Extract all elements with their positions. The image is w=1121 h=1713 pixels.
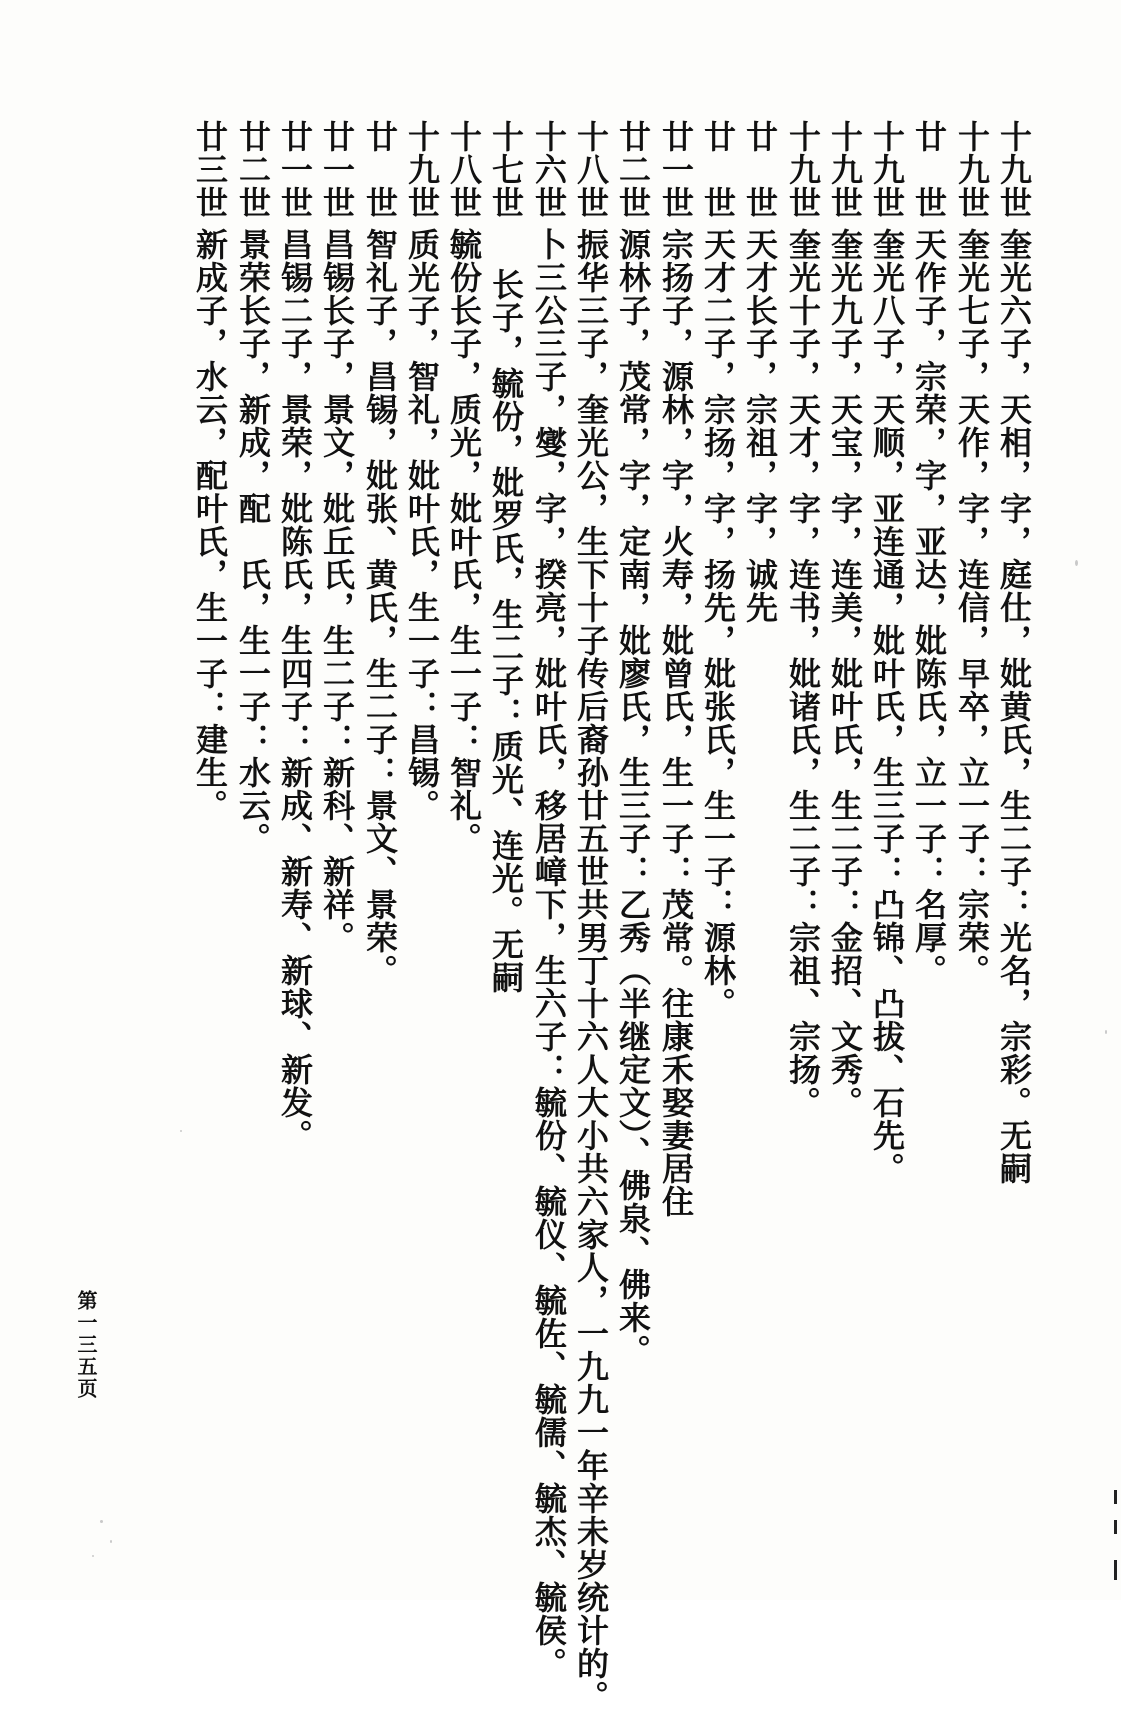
paper-speck (110, 1540, 112, 1543)
generation-label: 廿二世 (614, 120, 652, 219)
genealogy-column (273, 120, 317, 1152)
generation-label: 十九世 (953, 120, 991, 219)
entry-text: 振华三子，奎光公，生下十子传后裔孙廿五世共男丁十六人大小共六家人，一九九一年辛未岁统计的。 (572, 228, 610, 1713)
paper-speck (180, 1130, 182, 1132)
entry-text: 天作子，宗荣，字，亚达，妣陈氏，立一子：名厚。 (910, 228, 948, 987)
entry-text: 新成子，水云，配叶氏，生一子：建生。 (191, 228, 229, 822)
genealogy-column (611, 120, 655, 1367)
genealogy-column (527, 120, 571, 1680)
genealogy-column (738, 120, 782, 624)
entry-text: 昌锡二子，景荣，妣陈氏，生四子：新成、新寿、新球、新发。 (276, 228, 314, 1152)
genealogy-column (231, 120, 275, 855)
genealogy-column (907, 120, 951, 987)
genealogy-column (315, 120, 359, 954)
entry-text: 奎光九子，天宝，字，连美，妣叶氏，生二子：金招、文秀。 (826, 228, 864, 1119)
generation-label: 廿 世 (741, 120, 779, 219)
paper-speck (100, 1520, 103, 1523)
genealogy-column (950, 120, 994, 987)
generation-label: 十九世 (403, 120, 441, 219)
generation-label: 十八世 (572, 120, 610, 219)
entry-text: 奎光六子，天相，字，庭仕，妣黄氏，生二子：光名，宗彩。无嗣 (995, 228, 1033, 1185)
genealogy-column (654, 120, 698, 1218)
generation-label: 廿 世 (361, 120, 399, 219)
generation-label: 廿 世 (910, 120, 948, 219)
generation-label: 十六世 (530, 120, 568, 219)
generation-label: 十九世 (784, 120, 822, 219)
generation-label: 廿 世 (699, 120, 737, 219)
binding-edge-mark (1114, 1520, 1117, 1534)
genealogy-column (358, 120, 402, 987)
entry-text: 卜三公三子，燮，字，揆亮，妣叶氏，移居嶂下，生六子：毓份、毓仪、毓佐、毓儒、毓杰、毓侯。 (530, 228, 568, 1680)
entry-text: 长子，毓份，妣罗氏，生二子：质光、连光。无嗣 (487, 268, 525, 994)
entry-text: 毓份长子，质光，妣叶氏，生一子：智礼。 (445, 228, 483, 855)
entry-text: 智礼子，昌锡，妣张、黄氏，生二子：景文、景荣。 (361, 228, 399, 987)
generation-label: 廿一世 (318, 120, 356, 219)
entry-text: 昌锡长子，景文，妣丘氏，生二子：新科、新祥。 (318, 228, 356, 954)
genealogy-column (400, 120, 444, 822)
genealogy-column (992, 120, 1036, 1185)
page-number: 第一三五页 (74, 1290, 98, 1400)
generation-label: 廿一世 (276, 120, 314, 219)
genealogy-column (484, 120, 528, 994)
entry-text: 奎光七子，天作，字，连信，早卒，立一子：宗荣。 (953, 228, 991, 987)
entry-text: 源林子，茂常，字，定南，妣廖氏，生三子：乙秀（半继定文）、佛泉、佛来。 (614, 228, 652, 1367)
generation-label: 廿二世 (234, 120, 272, 219)
entry-text: 奎光十子，天才，字，连书，妣诸氏，生二子：宗祖、宗扬。 (784, 228, 822, 1119)
generation-label: 十九世 (868, 120, 906, 219)
genealogy-column (865, 120, 909, 1185)
genealogy-column (442, 120, 486, 855)
entry-text: 宗扬子，源林，字，火寿，妣曾氏，生一子：茂常。往康禾娶妻居住 (657, 228, 695, 1218)
generation-label: 十八世 (445, 120, 483, 219)
genealogy-column (188, 120, 232, 822)
generation-label: 十七世 (487, 120, 525, 219)
paper-speck (92, 1555, 94, 1557)
entry-text: 天才二子，宗扬，字，扬先，妣张氏，生一子：源林。 (699, 228, 737, 1020)
entry-text: 质光子，智礼，妣叶氏，生一子：昌锡。 (403, 228, 441, 822)
entry-text: 天才长子，宗祖，字，诚先 (741, 228, 779, 624)
genealogy-column (781, 120, 825, 1119)
entry-text: 景荣长子，新成，配 氏，生一子：水云。 (234, 228, 272, 855)
generation-label: 十九世 (995, 120, 1033, 219)
paper-speck (1075, 560, 1078, 566)
generation-label: 廿三世 (191, 120, 229, 219)
genealogy-column (823, 120, 867, 1119)
genealogy-column (569, 120, 613, 1713)
generation-label: 廿一世 (657, 120, 695, 219)
entry-text: 奎光八子，天顺，亚连通，妣叶氏，生三子：凸锦、凸拔、石先。 (868, 228, 906, 1185)
binding-edge-mark (1114, 1560, 1117, 1580)
binding-edge-mark (1114, 1490, 1117, 1504)
generation-label: 十九世 (826, 120, 864, 219)
paper-speck (1105, 1030, 1107, 1034)
genealogy-column (696, 120, 740, 1020)
